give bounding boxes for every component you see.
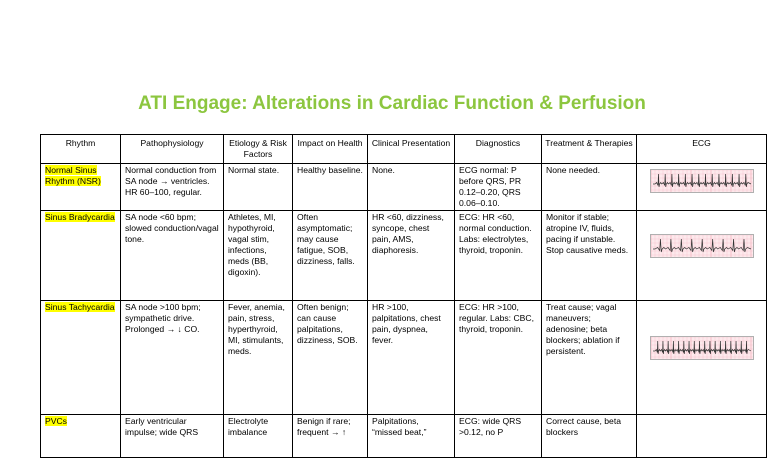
rhythm-name: Normal Sinus Rhythm (NSR) xyxy=(45,165,101,186)
rhythm-name: Sinus Bradycardia xyxy=(45,212,115,222)
patho-cell: SA node >100 bpm; sympathetic drive. Prolonged → ↓ CO. xyxy=(121,301,224,415)
impact-cell: Often benign; can cause palpitations, dizziness, SOB. xyxy=(293,301,368,415)
header-clinical: Clinical Presentation xyxy=(368,135,455,164)
header-etiology: Etiology & Risk Factors xyxy=(224,135,293,164)
ecg-strip xyxy=(650,169,754,193)
ecg-cell xyxy=(637,211,767,301)
diagnostics-cell: ECG: HR <60, normal conduction. Labs: electrolytes, thyroid, troponin. xyxy=(455,211,542,301)
impact-cell: Benign if rare; frequent → ↑ xyxy=(293,415,368,458)
rhythm-cell xyxy=(41,415,121,458)
header-row xyxy=(41,135,767,164)
treatment-cell: Treat cause; vagal maneuvers; adenosine; beta blockers; ablation if persistent. xyxy=(542,301,637,415)
header-rhythm: Rhythm xyxy=(41,135,121,164)
clinical-cell: Palpitations, “missed beat,” xyxy=(368,415,455,458)
rhythm-cell xyxy=(41,211,121,301)
header-treatment: Treatment & Therapies xyxy=(542,135,637,164)
cardiac-table xyxy=(40,134,767,458)
etiology-cell: Athletes, MI, hypothyroid, vagal stim, infections, meds (BB, digoxin). xyxy=(224,211,293,301)
ecg-waveform xyxy=(653,174,751,187)
patho-cell: SA node <60 bpm; slowed conduction/vagal tone. xyxy=(121,211,224,301)
diagnostics-cell: ECG: HR >100, regular. Labs: CBC, thyroid, troponin. xyxy=(455,301,542,415)
rhythm-name: Sinus Tachycardia xyxy=(45,302,115,312)
ecg-strip xyxy=(650,234,754,258)
clinical-cell: HR <60, dizziness, syncope, chest pain, AMS, diaphoresis. xyxy=(368,211,455,301)
ecg-cell xyxy=(637,164,767,211)
rhythm-name: PVCs xyxy=(45,416,67,426)
ecg-trace-graphic xyxy=(651,337,753,359)
diagnostics-cell: ECG normal: P before QRS, PR 0.12–0.20, QRS 0.06–0.10. xyxy=(455,164,542,211)
ecg-waveform xyxy=(653,341,751,354)
ecg-cell xyxy=(637,415,767,458)
clinical-cell: None. xyxy=(368,164,455,211)
table-row xyxy=(41,415,767,458)
rhythm-cell xyxy=(41,164,121,211)
ecg-trace-graphic xyxy=(651,170,753,192)
table-row xyxy=(41,301,767,415)
treatment-cell: Monitor if stable; atropine IV, fluids, pacing if unstable. Stop causative meds. xyxy=(542,211,637,301)
impact-cell: Often asymptomatic; may cause fatigue, SOB, dizziness, falls. xyxy=(293,211,368,301)
etiology-cell: Normal state. xyxy=(224,164,293,211)
diagnostics-cell: ECG: wide QRS >0.12, no P xyxy=(455,415,542,458)
header-ecg: ECG xyxy=(637,135,767,164)
patho-cell: Early ventricular impulse; wide QRS xyxy=(121,415,224,458)
header-diagnostics: Diagnostics xyxy=(455,135,542,164)
header-impact: Impact on Health xyxy=(293,135,368,164)
table-row xyxy=(41,164,767,211)
treatment-cell: None needed. xyxy=(542,164,637,211)
page-title: ATI Engage: Alterations in Cardiac Function & Perfusion xyxy=(138,93,646,114)
patho-cell: Normal conduction from SA node → ventricles. HR 60–100, regular. xyxy=(121,164,224,211)
ecg-strip xyxy=(650,336,754,360)
ecg-waveform xyxy=(653,239,751,252)
header-pathophysiology: Pathophysiology xyxy=(121,135,224,164)
ecg-cell xyxy=(637,301,767,415)
etiology-cell: Fever, anemia, pain, stress, hyperthyroid, MI, stimulants, meds. xyxy=(224,301,293,415)
etiology-cell: Electrolyte imbalance xyxy=(224,415,293,458)
rhythm-cell xyxy=(41,301,121,415)
ecg-trace-graphic xyxy=(651,235,753,257)
treatment-cell: Correct cause, beta blockers xyxy=(542,415,637,458)
clinical-cell: HR >100, palpitations, chest pain, dyspnea, fever. xyxy=(368,301,455,415)
table-row xyxy=(41,211,767,301)
impact-cell: Healthy baseline. xyxy=(293,164,368,211)
